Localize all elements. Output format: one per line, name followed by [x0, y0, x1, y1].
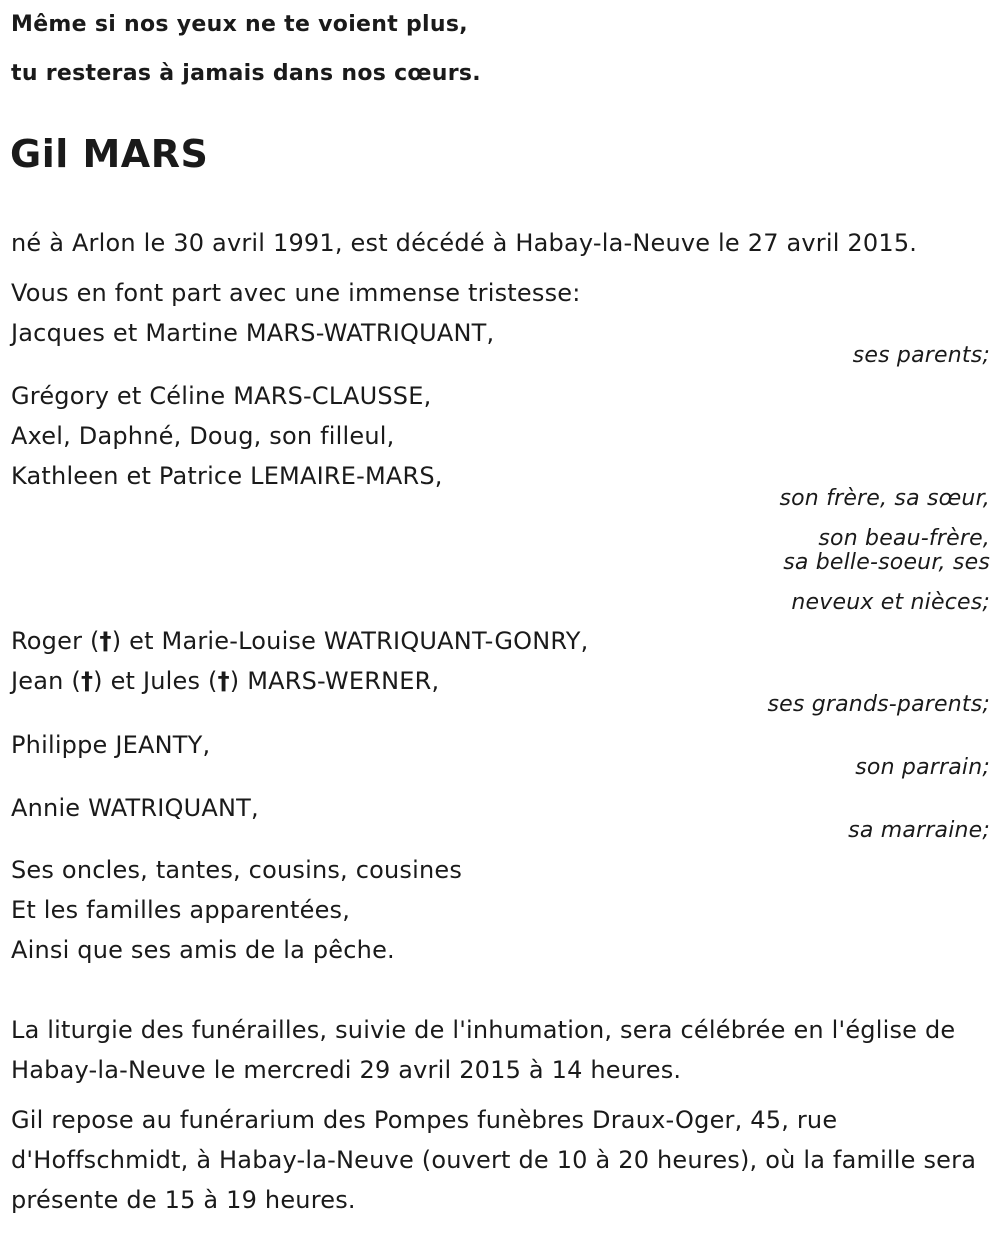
epitaph-line-1: Même si nos yeux ne te voient plus,: [11, 12, 468, 37]
siblings-relation-4: neveux et nièces;: [791, 590, 990, 615]
grandparents-line-1: [11, 627, 588, 655]
funeral-liturgy-paragraph: La liturgie des funérailles, suivie de l'inhumation, sera célébrée en l'église de Habay-la-Neuve le mercredi 29 avril 2015 à 14 heures.: [11, 1016, 956, 1084]
grandparent-name-jean: Jean (: [11, 667, 81, 695]
siblings-relation-1: son frère, sa sœur,: [779, 486, 990, 511]
funeral-rest-paragraph: Gil repose au funérarium des Pompes funèbres Draux-Oger, 45, rue d'Hoffschmidt, à Habay-la-Neuve (ouvert de 10 à 20 heures), où la famille sera présente de 15 à 19 heures.: [11, 1106, 977, 1214]
birth-death-line: né à Arlon le 30 avril 1991, est décédé à Habay-la-Neuve le 27 avril 2015.: [11, 229, 918, 257]
grandparent-name-roger: Roger (: [11, 627, 100, 655]
godfather-name: Philippe JEANTY,: [11, 731, 211, 759]
announcement-intro: Vous en font part avec une immense tristesse:: [11, 279, 581, 307]
grandparents-relation: ses grands-parents;: [767, 692, 990, 717]
godmother-name: Annie WATRIQUANT,: [11, 794, 259, 822]
grandparent-name-jules: ) et Jules (: [93, 667, 218, 695]
epitaph-line-2: tu resteras à jamais dans nos cœurs.: [11, 61, 481, 86]
siblings-line-3: Kathleen et Patrice LEMAIRE-MARS,: [11, 462, 443, 490]
parents-names: Jacques et Martine MARS-WATRIQUANT,: [11, 319, 495, 347]
family-line-3: Ainsi que ses amis de la pêche.: [11, 936, 395, 964]
siblings-line-2: Axel, Daphné, Doug, son filleul,: [11, 422, 395, 450]
siblings-relation-2: son beau-frère,: [818, 526, 990, 551]
siblings-relation-3: sa belle-soeur, ses: [783, 550, 990, 575]
deceased-name: Gil MARS: [10, 132, 209, 176]
cross-icon: †: [99, 627, 112, 655]
godfather-relation: son parrain;: [855, 755, 990, 780]
grandparent-name-marie-louise: ) et Marie-Louise WATRIQUANT-GONRY,: [111, 627, 589, 655]
cross-icon: †: [80, 667, 94, 695]
grandparent-surname-mars-werner: ) MARS-WERNER,: [229, 667, 440, 695]
cross-icon: †: [217, 667, 230, 695]
family-line-2: Et les familles apparentées,: [11, 896, 351, 924]
siblings-line-1: Grégory et Céline MARS-CLAUSSE,: [11, 382, 432, 410]
godmother-relation: sa marraine;: [848, 818, 990, 843]
family-line-1: Ses oncles, tantes, cousins, cousines: [11, 856, 463, 884]
grandparents-line-2: [11, 667, 439, 695]
parents-relation: ses parents;: [852, 343, 990, 368]
